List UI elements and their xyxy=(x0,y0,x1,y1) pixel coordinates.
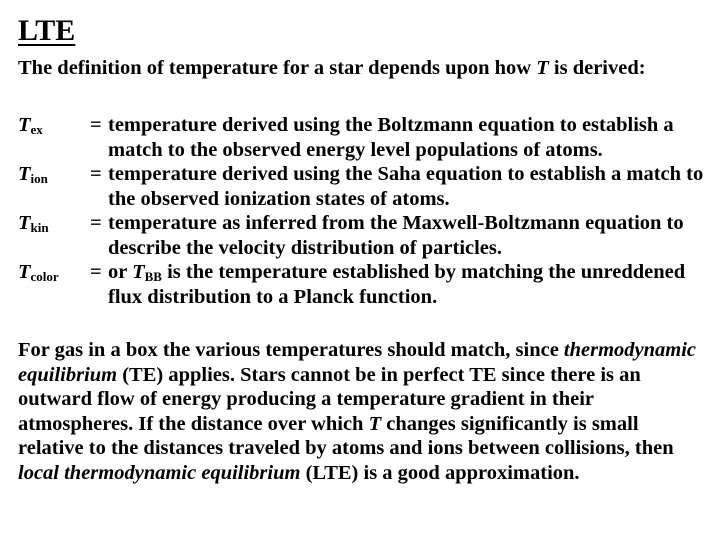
definition-text: temperature derived using the Saha equation to establish a match to the observed ionization states of atoms. xyxy=(108,163,704,210)
symbol-subscript: ion xyxy=(30,171,48,186)
symbol-subscript: kin xyxy=(30,220,49,235)
closing-text-3: changes significantly is small relative to the distances traveled by atoms and ions between collisions, then xyxy=(18,412,674,459)
symbol-subscript: color xyxy=(30,269,59,284)
closing-italic-lte: local thermodynamic equilibrium xyxy=(18,461,301,484)
definition-t-kin xyxy=(18,211,710,260)
equals-sign: = xyxy=(90,261,102,283)
symbol-t-ion xyxy=(18,162,90,187)
closing-paragraph xyxy=(18,338,708,485)
definition-content xyxy=(90,113,710,162)
intro-paragraph xyxy=(18,56,708,81)
symbol-letter: T xyxy=(18,261,31,283)
symbol-t-bb-subscript: BB xyxy=(144,269,162,284)
equals-sign: = xyxy=(90,212,102,234)
definition-list xyxy=(18,113,710,309)
equals-sign: = xyxy=(90,163,102,185)
intro-text-end: is derived: xyxy=(548,57,646,79)
definition-text: temperature as inferred from the Maxwell-Boltzmann equation to describe the velocity distribution of particles. xyxy=(108,212,684,259)
symbol-t-color xyxy=(18,260,90,285)
slide-title: LTE xyxy=(18,14,76,47)
definition-prefix: or xyxy=(108,261,133,283)
definition-t-ex xyxy=(18,113,710,162)
symbol-t-bb-letter: T xyxy=(132,261,145,283)
definition-content xyxy=(90,162,710,211)
definition-text xyxy=(108,260,710,309)
definition-t-color xyxy=(18,260,710,309)
equals-sign: = xyxy=(90,114,102,136)
symbol-t-ex xyxy=(18,113,90,138)
intro-symbol-t: T xyxy=(536,57,549,79)
closing-text-1: For gas in a box the various temperatures should match, since xyxy=(18,339,564,361)
symbol-letter: T xyxy=(18,163,31,185)
definition-content xyxy=(90,211,710,260)
symbol-letter: T xyxy=(18,114,31,136)
closing-text-2: (TE) applies. Stars cannot be in perfect TE since there is an outward flow of energy producing a temperature gradient in their atmospheres. If the distance over which xyxy=(18,363,641,435)
symbol-subscript: ex xyxy=(30,122,43,137)
symbol-t-kin xyxy=(18,211,90,236)
intro-text-start: The definition of temperature for a star depends upon how xyxy=(18,57,537,79)
closing-italic-t: T xyxy=(368,412,382,435)
definition-text: temperature derived using the Boltzmann equation to establish a match to the observed energy level populations of atoms. xyxy=(108,114,674,161)
definition-t-ion xyxy=(18,162,710,211)
closing-text-4: (LTE) is a good approximation. xyxy=(300,461,580,484)
definition-content xyxy=(90,260,710,309)
closing-italic-te: thermodynamic equilibrium xyxy=(18,339,697,386)
definition-text-rest: is the temperature established by matching the unreddened flux distribution to a Planck function. xyxy=(108,261,686,308)
symbol-letter: T xyxy=(18,212,31,234)
